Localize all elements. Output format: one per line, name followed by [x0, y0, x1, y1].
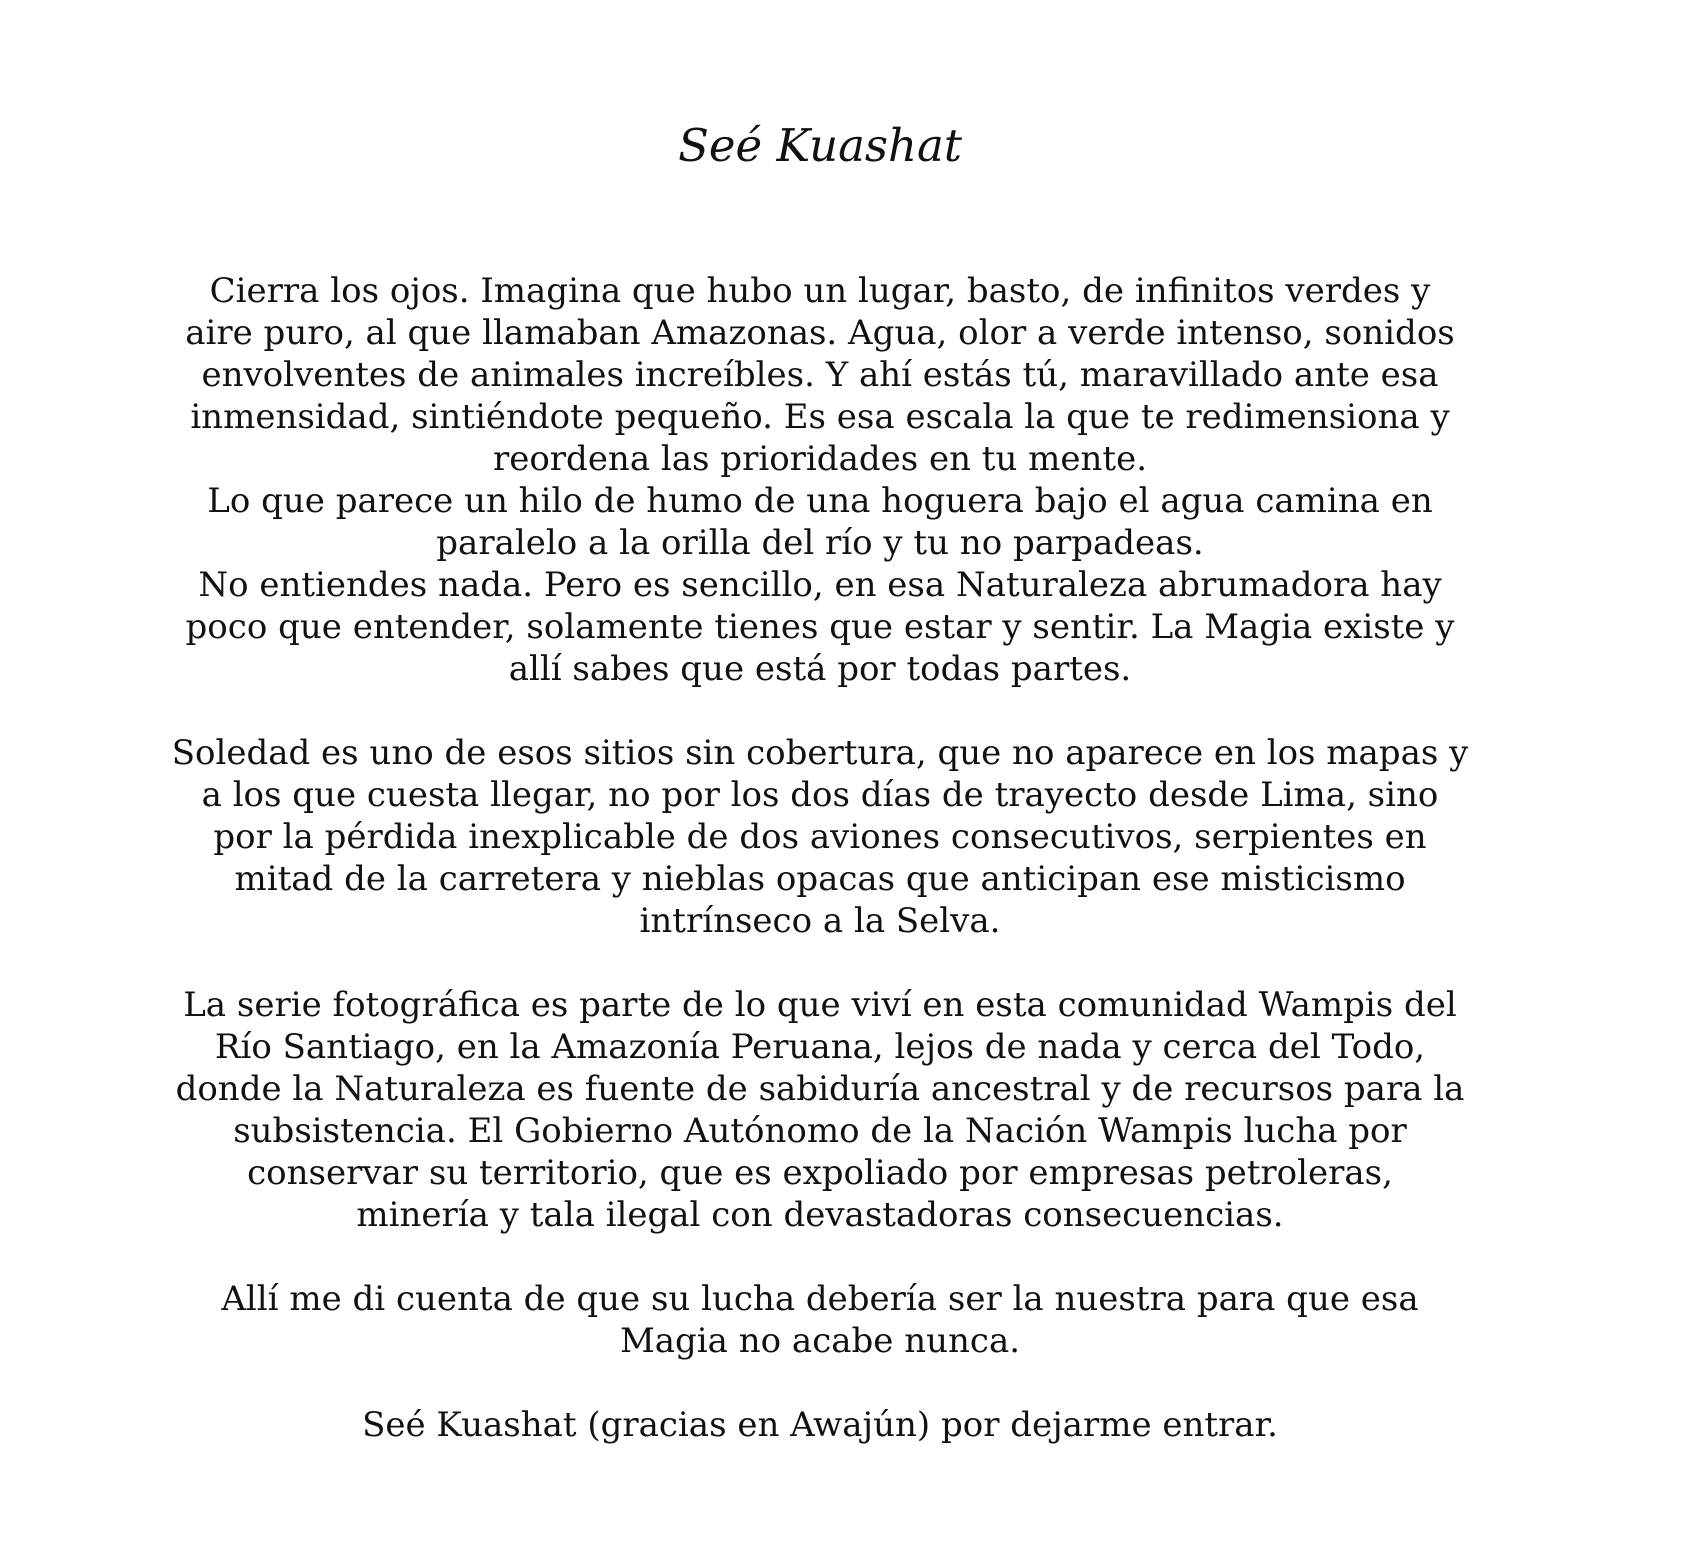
- text-line: Allí me di cuenta de que su lucha debería ser la nuestra para que esa: [221, 1279, 1419, 1319]
- text-line: allí sabes que está por todas partes.: [508, 649, 1132, 689]
- text-line: por la pérdida inexplicable de dos aviones consecutivos, serpientes en: [213, 817, 1427, 857]
- text-line: Seé Kuashat (gracias en Awajún) por dejarme entrar.: [362, 1405, 1278, 1445]
- document-body: [150, 270, 1490, 1488]
- text-line: subsistencia. El Gobierno Autónomo de la Nación Wampis lucha por: [233, 1111, 1407, 1151]
- text-line: Río Santiago, en la Amazonía Peruana, lejos de nada y cerca del Todo,: [214, 1027, 1426, 1067]
- text-line: donde la Naturaleza es fuente de sabiduría ancestral y de recursos para la: [175, 1069, 1465, 1109]
- text-line: conservar su territorio, que es expoliado por empresas petroleras,: [247, 1153, 1393, 1193]
- text-line: mitad de la carretera y nieblas opacas que anticipan ese misticismo: [234, 859, 1406, 899]
- text-line: inmensidad, sintiéndote pequeño. Es esa escala la que te redimensiona y: [190, 397, 1450, 437]
- document-title: Seé Kuashat: [678, 119, 962, 172]
- text-line: intrínseco a la Selva.: [639, 901, 1001, 941]
- paragraph-1: [150, 270, 1490, 690]
- text-line: La serie fotográfica es parte de lo que viví en esta comunidad Wampis del: [183, 985, 1457, 1025]
- paragraph-5: [150, 1404, 1490, 1446]
- text-line: minería y tala ilegal con devastadoras consecuencias.: [356, 1195, 1284, 1235]
- text-line: paralelo a la orilla del río y tu no parpadeas.: [436, 523, 1204, 563]
- paragraph-2: [150, 732, 1490, 942]
- text-line: reordena las prioridades en tu mente.: [492, 439, 1148, 479]
- text-line: aire puro, al que llamaban Amazonas. Agua, olor a verde intenso, sonidos: [185, 313, 1455, 353]
- text-line: Lo que parece un hilo de humo de una hoguera bajo el agua camina en: [207, 481, 1433, 521]
- paragraph-3: [150, 984, 1490, 1236]
- paragraph-4: [150, 1278, 1490, 1362]
- text-line: a los que cuesta llegar, no por los dos días de trayecto desde Lima, sino: [201, 775, 1439, 815]
- text-line: No entiendes nada. Pero es sencillo, en esa Naturaleza abrumadora hay: [198, 565, 1442, 605]
- text-line: Cierra los ojos. Imagina que hubo un lugar, basto, de infinitos verdes y: [209, 271, 1431, 311]
- text-line: Soledad es uno de esos sitios sin cobertura, que no aparece en los mapas y: [171, 733, 1469, 773]
- text-line: poco que entender, solamente tienes que estar y sentir. La Magia existe y: [185, 607, 1455, 647]
- text-line: envolventes de animales increíbles. Y ahí estás tú, maravillado ante esa: [201, 355, 1439, 395]
- text-line: Magia no acabe nunca.: [619, 1321, 1021, 1361]
